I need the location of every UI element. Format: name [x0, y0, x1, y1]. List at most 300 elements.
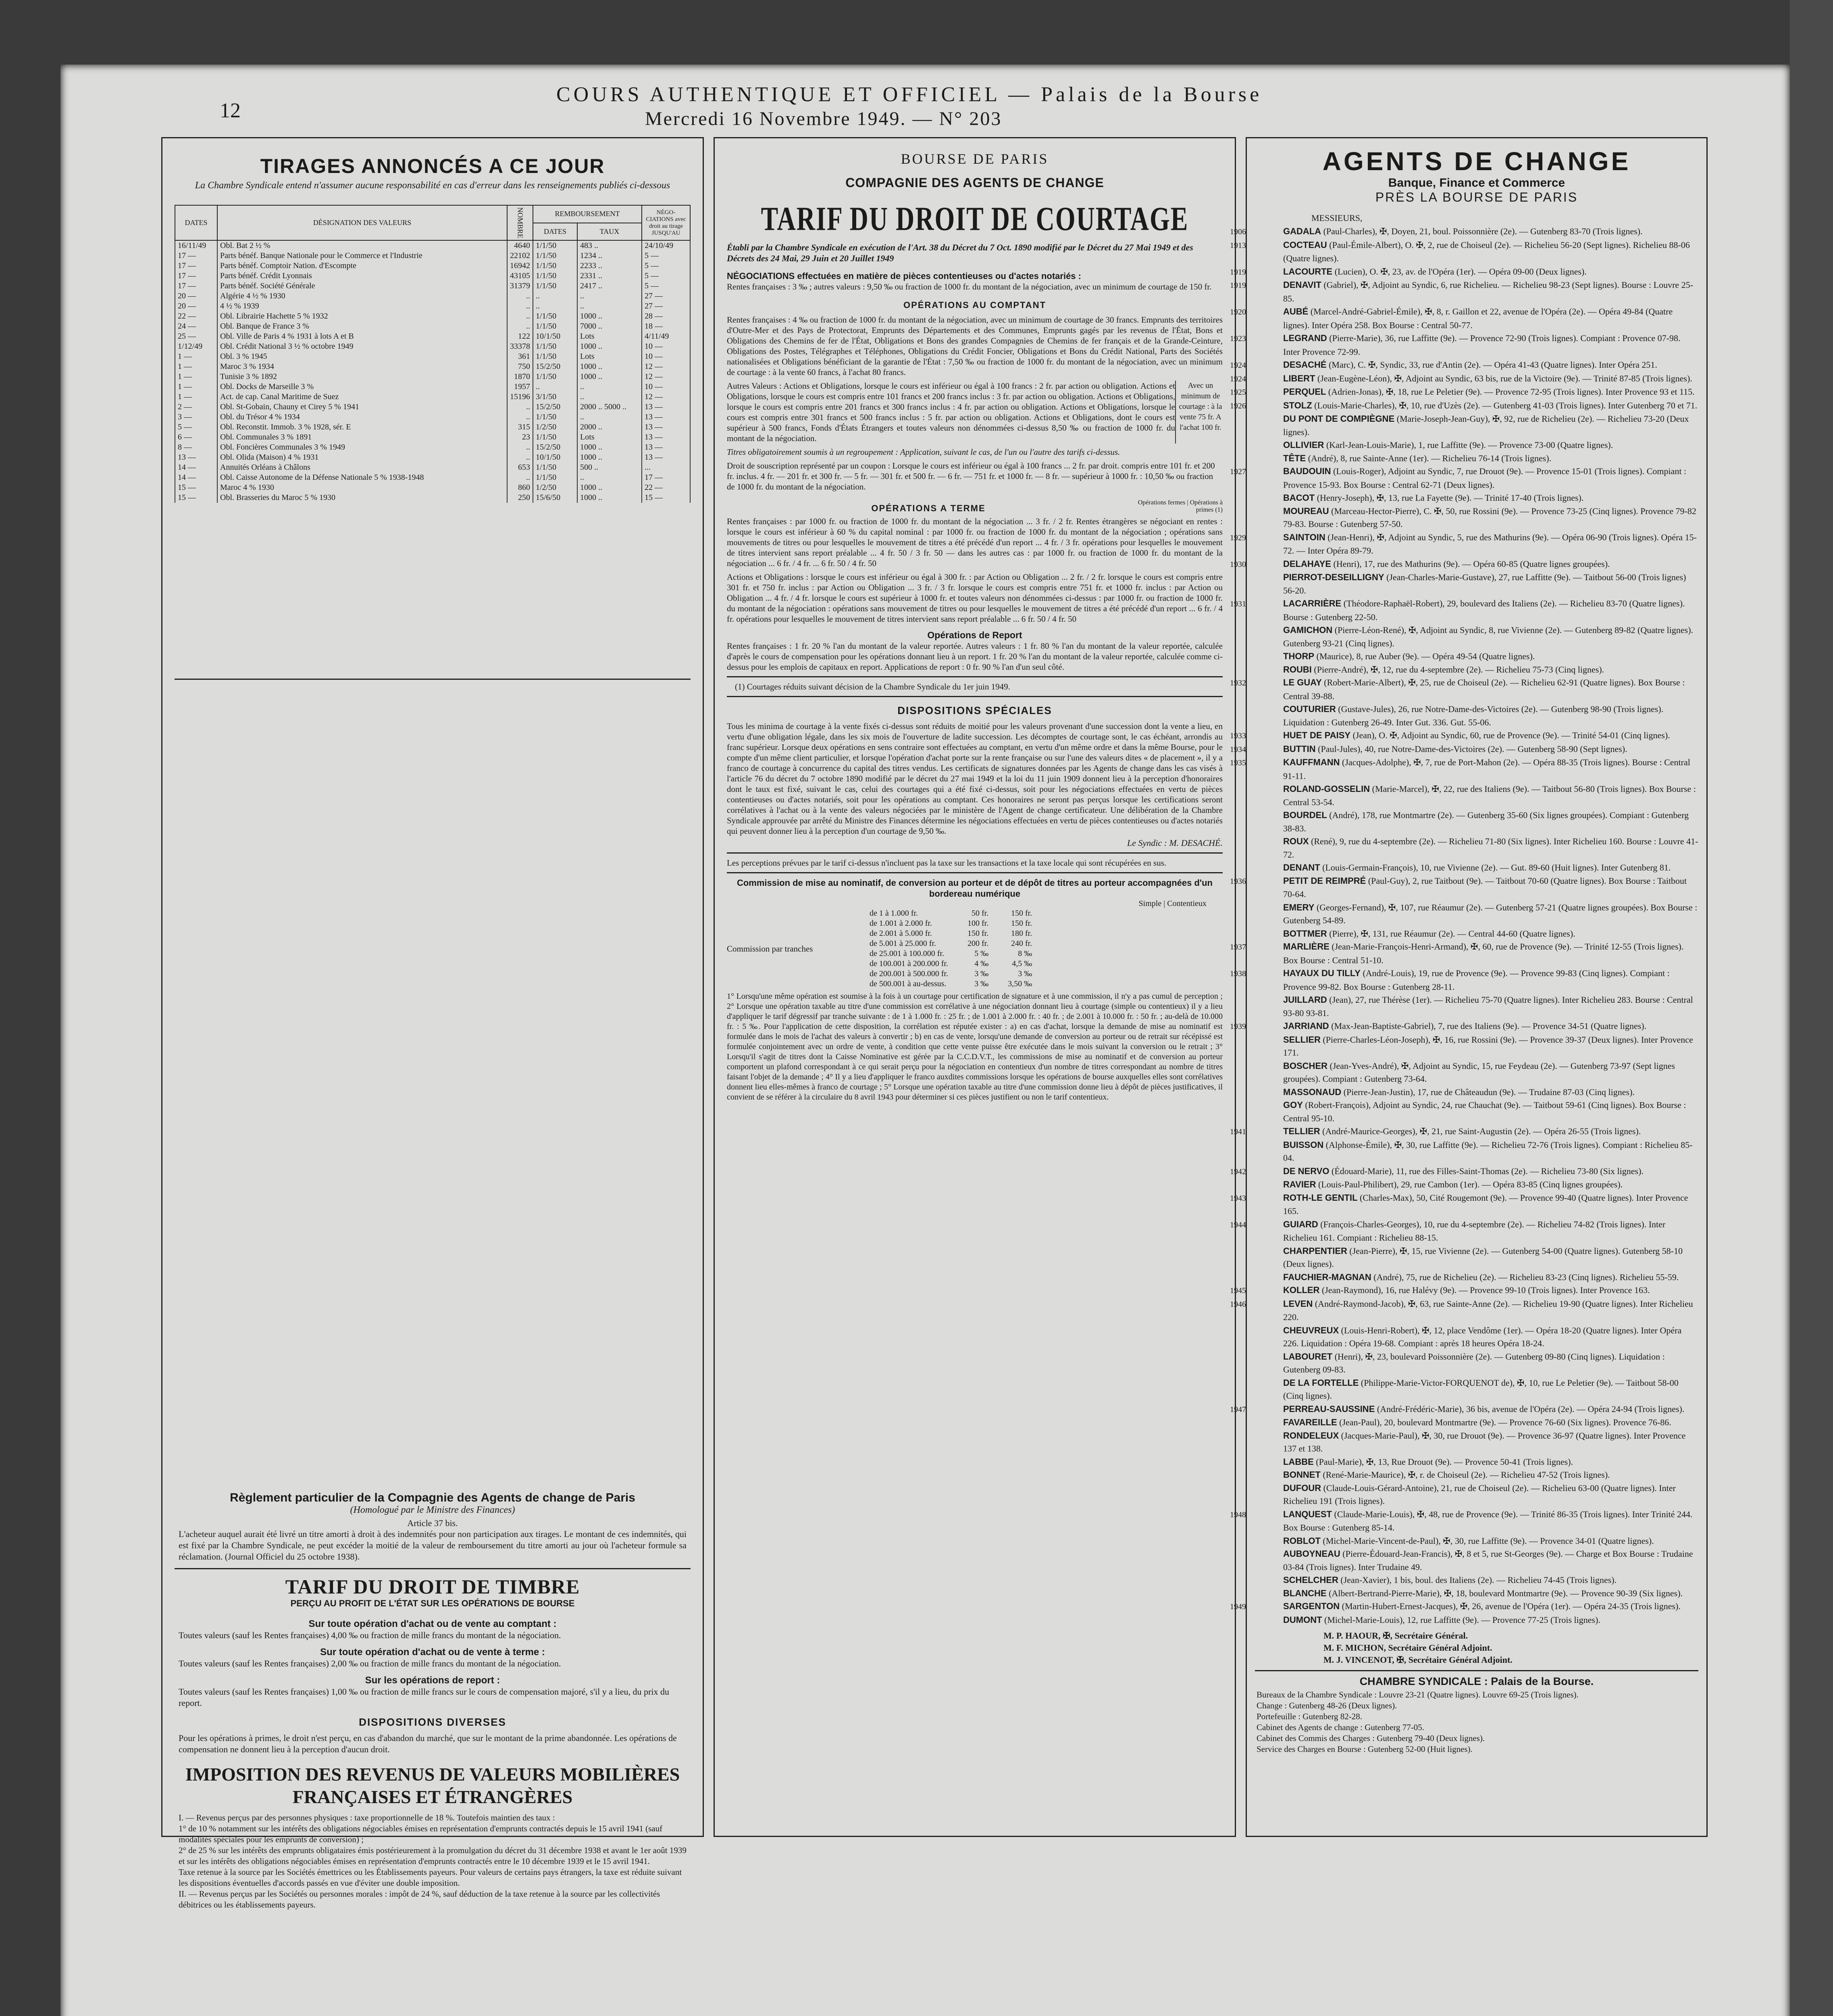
- agent-details: (Karl-Jean-Louis-Marie), 1, rue Laffitte (9e). — Provence 73-00 (Quatre lignes).: [1326, 440, 1613, 450]
- agent-year: 1924: [1230, 374, 1246, 383]
- agent-year: 1937: [1230, 943, 1246, 952]
- row-nombre: ..: [507, 402, 533, 412]
- agent-name: SELLIER: [1283, 1034, 1321, 1045]
- row-remb-date: 10/1/50: [533, 331, 577, 342]
- agent-name: LACOURTE: [1283, 266, 1333, 277]
- row-date: 1/12/49: [175, 342, 217, 352]
- row-taux: 1000 ..: [577, 362, 642, 372]
- table-row: [175, 240, 690, 251]
- report-text: Rentes françaises : 1 fr. 20 % l'an du montant de la valeur reportée. Autres valeurs : 1 fr. 80 % l'an du montant de la valeur reportée, calculée d'après le cours de compensation pour les opérations donnant lieu à un report. 1 fr. 20 % l'an du montant de la valeur reportée, calculée comme ci-dessus pour les emplois de capitaux en report. Applications de report : 0 fr. 90 % l'an d'un seul côté.: [727, 641, 1223, 672]
- row-taux: 1000 ..: [577, 493, 642, 503]
- row-nego: 12 —: [642, 392, 690, 402]
- agent-entry: [1257, 1139, 1698, 1165]
- agent-name: BACOT: [1283, 493, 1315, 503]
- timbre-terme-text: Toutes valeurs (sauf les Rentes françaises) 2,00 ‰ ou fraction de mille francs du montant de la négociation.: [179, 1658, 561, 1668]
- agent-entry: [1257, 412, 1698, 439]
- agent-entry: [1257, 452, 1698, 465]
- agent-details: (Édouard-Marie), 11, rue des Filles-Saint-Thomas (2e). — Richelieu 73-80 (Six lignes).: [1332, 1166, 1644, 1176]
- chambre-line: Service des Charges en Bourse : Gutenberg 52-00 (Huit lignes).: [1257, 1744, 1473, 1754]
- timbre-comptant-text: Toutes valeurs (sauf les Rentes françaises) 4,00 ‰ ou fraction de mille francs du montant de la négociation.: [179, 1630, 561, 1640]
- agent-entry: [1257, 1468, 1698, 1482]
- agent-entry: [1230, 940, 1698, 967]
- agent-entry: [1230, 743, 1698, 756]
- agent-details: (Michel-Marie-Louis), 12, rue Laffitte (9e). — Provence 77-25 (Trois lignes).: [1324, 1614, 1600, 1625]
- agent-year: 1949: [1230, 1602, 1246, 1611]
- agent-name: TÊTE: [1283, 453, 1306, 463]
- agent-details: (Pierre-Édouard-Jean-Francis), ✠, 8 et 5, rue St-Georges (9e). — Charge et Box Bourse : Trudaine 03-84 (Trois lignes). Inter Trudaine 49.: [1283, 1549, 1693, 1572]
- agent-name: CHEUVREUX: [1283, 1325, 1339, 1335]
- row-taux: ..: [577, 473, 642, 483]
- tarif-courtage-subtitle: Établi par la Chambre Syndicale en exécution de l'Art. 38 du Décret du 7 Oct. 1890 modifié par le Décret du 27 Mai 1949 et des Décrets des 24 Mai, 29 Juin et 20 Juillet 1949: [727, 242, 1193, 263]
- commission-range: de 1 à 1.000 fr.: [870, 909, 918, 918]
- agent-name: HUET DE PAISY: [1283, 730, 1351, 740]
- tirages-subtitle: La Chambre Syndicale entend n'assumer aucune responsabilité en cas d'erreur dans les renseignements publiés ci-dessous: [195, 180, 670, 191]
- dispositions-diverses-text: Pour les opérations à primes, le droit n'est perçu, en cas d'abandon du marché, que sur le montant de la prime abandonnée. Les opérations de compensation ne donnent lieu à la perception d'aucun droit.: [179, 1733, 677, 1754]
- commission-simple: 200 fr.: [967, 939, 989, 948]
- agent-entry: [1257, 1535, 1698, 1548]
- chambre-line: Portefeuille : Gutenberg 82-28.: [1257, 1712, 1363, 1721]
- row-nego: 13 —: [642, 432, 690, 442]
- row-nego: 15 —: [642, 493, 690, 503]
- negociations-text: Rentes françaises : 3 ‰ ; autres valeurs : 9,50 ‰ ou fraction de 1000 fr. du montant de la négociation, avec un minimum de courtage de 150 fr.: [727, 282, 1212, 292]
- agent-entry: [1257, 927, 1698, 941]
- agent-name: LACARRIÈRE: [1283, 598, 1342, 608]
- agent-details: (Georges-Fernand), ✠, 107, rue Réaumur (2e). — Gutenberg 57-21 (Quatre lignes groupées). Box Bourse : Gutenberg 54-89.: [1283, 902, 1698, 925]
- row-designation: Parts bénéf. Société Générale: [217, 281, 507, 291]
- agent-year: 1938: [1230, 969, 1246, 978]
- row-designation: Annuités Orléans à Châlons: [217, 462, 507, 473]
- agent-details: (Louis-Marie-Charles), ✠, 10, rue d'Uzès (2e). — Gutenberg 41-03 (Trois lignes). Inter Gutenberg 70 et 71.: [1314, 400, 1698, 410]
- agent-year: 1948: [1230, 1510, 1246, 1519]
- row-designation: Obl. Bat 2 ½ %: [217, 240, 507, 251]
- row-nego: 5 —: [642, 261, 690, 271]
- header-nombre: NOMBRE: [507, 205, 533, 240]
- table-row: [175, 432, 690, 442]
- agent-year: 1946: [1230, 1300, 1246, 1309]
- commission-row: [860, 918, 1042, 929]
- row-remb-date: ..: [533, 382, 577, 392]
- timbre-terme-heading: Sur toute opération d'achat ou de vente à terme :: [320, 1647, 545, 1658]
- agent-name: BOURDEL: [1283, 810, 1327, 820]
- imposition-text-1: I. — Revenus perçus par des personnes physiques : taxe proportionnelle de 18 %. Toutefois maintien des taux :: [179, 1813, 555, 1822]
- timbre-subtitle: PERÇU AU PROFIT DE L'ÉTAT SUR LES OPÉRATIONS DE BOURSE: [290, 1598, 575, 1608]
- agent-entry: [1230, 1165, 1698, 1179]
- agent-name: GAMICHON: [1283, 625, 1333, 635]
- agent-year: 1935: [1230, 758, 1246, 767]
- row-remb-date: 15/2/50: [533, 442, 577, 452]
- agent-details: (Jean-Paul), 20, boulevard Montmartre (9e). — Provence 76-60 (Six lignes). Provence 76-86.: [1339, 1417, 1671, 1427]
- agent-entry: [1257, 650, 1698, 663]
- agent-name: LEGRAND: [1283, 333, 1327, 343]
- row-taux: ..: [577, 412, 642, 422]
- row-designation: Obl. Foncières Communales 3 % 1949: [217, 442, 507, 452]
- row-designation: Obl. Communales 3 % 1891: [217, 432, 507, 442]
- agent-name: OLLIVIER: [1283, 440, 1324, 450]
- commission-title: Commission de mise au nominatif, de conversion au porteur et de dépôt de titres au porteur accompagnées d'un bordereau numérique: [737, 878, 1213, 899]
- perceptions-text: Les perceptions prévues par le tarif ci-dessus n'incluent pas la taxe sur les transactions et la taxe locale qui sont récupérées en sus.: [727, 858, 1167, 868]
- commission-simple: 4 ‰: [974, 959, 989, 968]
- commission-range: de 5.001 à 25.000 fr.: [870, 939, 936, 948]
- comptant-text: Rentes françaises : 4 ‰ ou fraction de 1000 fr. du montant de la négociation, avec un minimum de courtage de 30 francs. Emprunts des territoires d'Outre-Mer et des Pays de Protectorat, Emprunts des Départements et des Communes, Emprunts gagés par les revenus de l'État, Bons et Obligations des Chemins de fer de l'État, Obligations et Bons des grandes Compagnies de Chemins de fer français et de la Grande-Ceinture, Obligations des Postes, Télégraphes et Téléphones, Obligations du Crédit Foncier, Obligations et Bons du Crédit National, Parts des Sociétés nationalisées et Obligations bénéficiant de la garantie de l'État : 7,50 ‰ ou fraction de 1000 fr. du montant de la négociation, avec un minimum de courtage : à la vente 60 francs, à l'achat 80 francs.: [727, 315, 1223, 377]
- header-remboursement: REMBOURSEMENT: [533, 205, 642, 223]
- agent-name: PERREAU-SAUSSINE: [1283, 1404, 1375, 1414]
- agent-details: (Maurice), 8, rue Auber (9e). — Opéra 49-54 (Quatre lignes).: [1316, 651, 1535, 661]
- agent-year: 1906: [1230, 227, 1246, 236]
- table-row: [175, 452, 690, 462]
- row-date: 17 —: [175, 281, 217, 291]
- agent-name: BOSCHER: [1283, 1060, 1328, 1071]
- row-remb-date: 15/2/50: [533, 402, 577, 412]
- row-date: 17 —: [175, 261, 217, 271]
- row-nombre: ..: [507, 442, 533, 452]
- agent-details: (Paul-Marie), ✠, 13, Rue Drouot (9e). — Provence 50-41 (Trois lignes).: [1316, 1456, 1573, 1467]
- imposition-text-3: 2° de 25 % sur les intérêts des emprunts obligataires émis postérieurement à la promulgation du décret du 31 décembre 1938 et avant le 1er août 1939 et sur les intérêts des obligations négociables émises en représentation d'emprunts contractés entre le 10 décembre 1939 et le 15 avril 1941.: [179, 1845, 687, 1866]
- timbre-report-text: Toutes valeurs (sauf les Rentes françaises) 1,00 ‰ ou fraction de mille francs sur le cours de compensation majoré, s'il y a lieu, du prix du report.: [179, 1687, 669, 1708]
- row-nombre: ..: [507, 412, 533, 422]
- row-nego: 10 —: [642, 352, 690, 362]
- agent-name: KAUFFMANN: [1283, 757, 1340, 767]
- agent-name: BOTTMER: [1283, 928, 1327, 939]
- row-designation: Parts bénéf. Comptoir Nation. d'Escompte: [217, 261, 507, 271]
- reglement-title: Règlement particulier de la Compagnie des Agents de change de Paris: [230, 1491, 635, 1504]
- commission-table: [860, 908, 1042, 989]
- agent-details: (Jean-Henri), ✠, Adjoint au Syndic, 5, rue des Mathurins (9e). — Opéra 06-90 (Trois lignes). Opéra 15-72. — Inter Opéra 89-79.: [1283, 532, 1697, 556]
- agent-details: (Jean-Marie-François-Henri-Armand), ✠, 60, rue de Provence (9e). — Trinité 12-55 (Trois lignes). Box Bourse : Central 51-10.: [1283, 941, 1684, 965]
- row-nego: 22 —: [642, 483, 690, 493]
- row-remb-date: 1/2/50: [533, 483, 577, 493]
- row-date: 2 —: [175, 402, 217, 412]
- row-nombre: 23: [507, 432, 533, 442]
- agent-year: 1936: [1230, 877, 1246, 886]
- actions-obligations-text: Actions et Obligations : lorsque le cours est inférieur ou égal à 300 fr. : par Action ou Obligation ... 2 fr. / 2 fr. lorsque le cours est compris entre 301 fr. et 750 fr. inclus : par Action ou Obligation ... 3 fr. / 3 fr. lorsque le cours est compris entre 751 fr. et 1000 fr. inclus : par Action ou Obligation ... 4 fr. / 4 fr. lorsque le cours est supérieur à 1000 fr. et toutes valeurs non dénommées ci-dessus : par 1000 fr. ou fraction de 1000 fr. du montant de la négociation : opérations sans mouvement de titres ou pour lesquelles le mouvement de titres a été précédé d'un report ... 6 fr. / 4 fr. opérations pour lesquelles le mouvement de titres intervient sans report préalable ... 6 fr. 50 / 4 fr. 50: [727, 572, 1223, 624]
- agent-details: (André), 178, rue Montmartre (2e). — Gutenberg 35-60 (Six lignes groupées). Compiant : Gutenberg 38-83.: [1283, 810, 1689, 833]
- row-remb-date: 1/1/50: [533, 342, 577, 352]
- commission-contentieux: 8 ‰: [1018, 949, 1032, 958]
- row-nombre: 15196: [507, 392, 533, 402]
- agent-year: 1943: [1230, 1193, 1246, 1203]
- agent-year: 1920: [1230, 308, 1246, 317]
- commission-row: [860, 969, 1042, 979]
- commission-simple: 150 fr.: [967, 929, 989, 938]
- reglement-text: L'acheteur auquel aurait été livré un titre amorti à droit à des indemnités pour non participation aux tirages. Le montant de ces indemnités, qui est fixé par la Chambre Syndicale, ne peut excéder la moitié de la valeur de remboursement du titre amorti au jour où l'acheteur formule sa réclamation. (Journal Officiel du 25 octobre 1938).: [179, 1529, 687, 1562]
- dispositions-diverses-title: DISPOSITIONS DIVERSES: [359, 1716, 506, 1728]
- agent-details: (Paul-Jules), 40, rue Notre-Dame-des-Victoires (2e). — Gutenberg 58-90 (Sept lignes).: [1318, 744, 1627, 754]
- row-taux: ..: [577, 301, 642, 311]
- agent-details: (Louis-Paul-Philibert), 29, rue Cambon (1er). — Opéra 83-85 (Cinq lignes groupées).: [1318, 1179, 1623, 1189]
- table-row: [175, 251, 690, 261]
- agent-entry: [1230, 597, 1698, 624]
- row-nombre: 1870: [507, 372, 533, 382]
- agent-details: (Max-Jean-Baptiste-Gabriel), 7, rue des Italiens (9e). — Provence 34-51 (Quatre lignes).: [1331, 1021, 1647, 1031]
- agent-entry: [1257, 663, 1698, 677]
- row-date: 24 —: [175, 321, 217, 331]
- agent-details: (François-Charles-Georges), 10, rue du 4-septembre (2e). — Richelieu 74-82 (Trois lignes). Inter Richelieu 161. Compiant : Richelieu 88-15.: [1283, 1219, 1666, 1243]
- agent-name: THORP: [1283, 651, 1314, 661]
- chambre-line: Bureaux de la Chambre Syndicale : Louvre 23-21 (Quatre lignes). Louvre 69-25 (Trois lignes).: [1257, 1690, 1579, 1699]
- agent-entry: [1257, 505, 1698, 531]
- agent-details: (Robert-François), Adjoint au Syndic, 24, rue Chauchat (9e). — Taitbout 59-61 (Cinq lignes). Box Bourse : Central 95-10.: [1283, 1100, 1686, 1123]
- commission-contentieux: 150 fr.: [1011, 919, 1032, 928]
- table-row: [175, 321, 690, 331]
- souscription-text: Droit de souscription représenté par un coupon : Lorsque le cours est inférieur ou égal à 100 francs ... 2 fr. par droit. compris entre 101 fr. et 200 fr. inclus. 4 fr. — 201 fr. et 300 fr. — 5 fr. — 301 fr. et 500 fr. — 6 fr. — 751 fr. et 1000 fr. — 8 fr. — supérieur à 1000 fr. : 10,50 ‰ ou fraction de 1000 fr. du montant de la négociation.: [727, 461, 1215, 492]
- agent-entry: [1230, 225, 1698, 239]
- row-taux: Lots: [577, 352, 642, 362]
- titres-regroupement-text: Titres obligatoirement soumis à un regroupement : Application, suivant le cas, de l'un ou l'autre des tarifs ci-dessus.: [727, 447, 1120, 457]
- row-date: 15 —: [175, 483, 217, 493]
- agent-entry: [1257, 1245, 1698, 1271]
- row-date: 3 —: [175, 412, 217, 422]
- timbre-comptant-heading: Sur toute opération d'achat ou de vente au comptant :: [308, 1618, 557, 1629]
- agent-details: (Louis-Germain-François), 10, rue Vivienne (2e). — Gut. 89-60 (Huit lignes). Inter Gutenberg 81.: [1322, 862, 1671, 873]
- secretary-line: M. F. MICHON, Secrétaire Général Adjoint.: [1323, 1643, 1492, 1653]
- agent-entry: [1257, 1482, 1698, 1508]
- agent-details: (André-Louis), 19, rue de Provence (9e). — Provence 99-83 (Cinq lignes). Compiant : Provence 99-82. Box Bourse : Gutenberg 28-11.: [1283, 968, 1670, 992]
- agent-name: BUISSON: [1283, 1139, 1324, 1150]
- commission-row: [860, 949, 1042, 959]
- agent-details: (Marcel-André-Gabriel-Émile), ✠, 8, r. Gaillon et 22, avenue de l'Opéra (2e). — Opéra 49-84 (Quatre lignes). Inter Opéra 258. Box Bourse : Central 50-77.: [1283, 306, 1673, 330]
- column-agents: [1230, 137, 1708, 1837]
- row-designation: Obl. Docks de Marseille 3 %: [217, 382, 507, 392]
- commission-contentieux: 4,5 ‰: [1012, 959, 1032, 968]
- commission-row: [860, 959, 1042, 969]
- row-date: 1 —: [175, 372, 217, 382]
- row-remb-date: 1/1/50: [533, 432, 577, 442]
- agent-entry: [1230, 1125, 1698, 1139]
- agent-details: (Louis-Henri-Robert), ✠, 12, place Vendôme (1er). — Opéra 18-20 (Quatre lignes). Inter Opéra 226. Liquidation : Opéra 19-68. Compiant : après 18 heures Opéra 18-24.: [1283, 1325, 1682, 1348]
- tirages-table: [175, 205, 691, 503]
- timbre-report-heading: Sur les opérations de report :: [365, 1675, 500, 1686]
- agents-list: [1230, 223, 1706, 1627]
- commission-label: Commission par tranches: [727, 943, 813, 954]
- row-nego: 4/11/49: [642, 331, 690, 342]
- row-designation: Obl. St-Gobain, Chauny et Cirey 5 % 1941: [217, 402, 507, 412]
- row-date: 20 —: [175, 291, 217, 301]
- row-nego: 17 —: [642, 473, 690, 483]
- row-remb-date: 1/1/50: [533, 473, 577, 483]
- agent-name: LE GUAY: [1283, 677, 1322, 687]
- agent-name: MASSONAUD: [1283, 1087, 1342, 1097]
- row-nombre: 4640: [507, 240, 533, 251]
- row-nego: 27 —: [642, 301, 690, 311]
- agent-entry: [1257, 492, 1698, 505]
- row-nego: 5 —: [642, 251, 690, 261]
- row-taux: ..: [577, 392, 642, 402]
- agent-name: DE LA FORTELLE: [1283, 1377, 1359, 1388]
- agent-year: 1930: [1230, 560, 1246, 569]
- row-nombre: 16942: [507, 261, 533, 271]
- imposition-title: IMPOSITION DES REVENUS DE VALEURS MOBILIÈRES FRANÇAISES ET ÉTRANGÈRES: [185, 1764, 680, 1807]
- agent-name: DENAVIT: [1283, 280, 1321, 290]
- agent-entry: [1230, 875, 1698, 901]
- agent-name: DUFOUR: [1283, 1483, 1321, 1493]
- agent-name: PETIT DE REIMPRÉ: [1283, 875, 1366, 886]
- row-date: 25 —: [175, 331, 217, 342]
- row-date: 17 —: [175, 251, 217, 261]
- agent-entry: [1257, 1033, 1698, 1060]
- row-nombre: ..: [507, 301, 533, 311]
- agent-entry: [1230, 399, 1698, 413]
- row-nombre: 860: [507, 483, 533, 493]
- table-row: [175, 301, 690, 311]
- imposition-text-5: II. — Revenus perçus par les Sociétés ou personnes morales : impôt de 24 %, sauf déduction de la taxe retenue à la source par les collectivités débitrices ou les établissements payeurs.: [179, 1889, 660, 1910]
- row-nombre: 1957: [507, 382, 533, 392]
- agent-name: LEVEN: [1283, 1298, 1313, 1309]
- row-nego: 5 —: [642, 271, 690, 281]
- row-date: 1 —: [175, 362, 217, 372]
- row-remb-date: 1/1/50: [533, 271, 577, 281]
- commission-text: 1° Lorsqu'une même opération est soumise à la fois à un courtage pour certification de signature et à une commission, il n'y a pas cumul de perception ; 2° Lorsque une opération taxable au titre d'une commission est corrélative à une négociation donnant lieu à courtage (simple ou contentieux) il y a lieu d'appliquer le tarif dégressif par tranche suivante : de 1 à 1.000 fr. : 25 fr. ; de 1.001 à 2.000 fr. : 40 fr. ; de 2.001 à 10.000 fr. : 50 fr. ; au-delà de 10.000 fr. : 5 ‰. Pour l'application de cette disposition, la corrélation est réputée exister : a) en cas d'achat, lorsque la demande de mise au nominatif est formulée dans le mois de l'achat des valeurs à convertir ; b) en cas de vente, lorsqu'une demande de conversion au porteur ou de retrait sur récépissé est formulée conjointement avec un ordre de vente, à condition que cette vente puisse être exécutée dans le mois suivant la conversion ou le retrait ; 3° Lorsqu'il s'agit de titres dont la Caisse Nominative est gérée par la C.C.D.V.T., les commissions de mise au nominatif et de conversion au porteur comportent un plafond correspondant à ce qui serait perçu pour la négociation en contentieux d'un nombre de titres correspondant au nombre de titres faisant l'objet de la demande ; 4° Il y a lieu d'appliquer le franco auxdites commissions lorsque les opérations de bourse auxquelles elles sont corrélatives donnent lieu elles-mêmes à franco de courtage ; 5° Lorsque une opération taxable au titre d'une commission donne lieu à dépôt de pièces justificatives, il convient de se référer à la circulaire du 8 avril 1943 pour déterminer si ces pièces justifient ou non le tarif contentieux.: [727, 992, 1223, 1102]
- row-nego: 13 —: [642, 402, 690, 412]
- agent-details: (Théodore-Raphaël-Robert), 29, boulevard des Italiens (2e). — Richelieu 83-70 (Quatre lignes). Bourse : Gutenberg 22-50.: [1283, 598, 1685, 622]
- dispositions-speciales-title: DISPOSITIONS SPÉCIALES: [897, 704, 1052, 716]
- row-nego: 12 —: [642, 362, 690, 372]
- agent-details: (Jean-Xavier), 1 bis, boul. des Italiens (2e). — Richelieu 74-45 (Trois lignes).: [1340, 1575, 1617, 1585]
- row-remb-date: 1/1/50: [533, 240, 577, 251]
- row-taux: 483 ..: [577, 240, 642, 251]
- agent-details: (René), 9, rue du 4-septembre (2e). — Richelieu 71-80 (Six lignes). Inter Richelieu 160. Bourse : Louvre 41-72.: [1283, 836, 1698, 860]
- table-row: [175, 291, 690, 301]
- agent-details: (Gustave-Jules), 26, rue Notre-Dame-des-Victoires (2e). — Gutenberg 98-90 (Trois lignes). Liquidation : Gutenberg 26-49. Inter Gut. 336. Gut. 55-06.: [1283, 704, 1664, 727]
- agent-name: ROUX: [1283, 836, 1309, 846]
- row-taux: 2417 ..: [577, 281, 642, 291]
- table-row: [175, 311, 690, 321]
- row-taux: 1000 ..: [577, 483, 642, 493]
- row-date: 22 —: [175, 311, 217, 321]
- row-taux: 2233 ..: [577, 261, 642, 271]
- column-courtage: [714, 137, 1236, 1837]
- secretaries: [1247, 1627, 1706, 1666]
- agent-name: EMERY: [1283, 902, 1315, 912]
- row-nego: 5 —: [642, 281, 690, 291]
- agent-name: BUTTIN: [1283, 744, 1316, 754]
- tirages-title: TIRAGES ANNONCÉS A CE JOUR: [260, 155, 605, 177]
- row-designation: Tunisie 3 % 1892: [217, 372, 507, 382]
- secretary-line: M. J. VINCENOT, ✠, Secrétaire Général Adjoint.: [1323, 1655, 1513, 1665]
- table-row: [175, 352, 690, 362]
- row-designation: Maroc 4 % 1930: [217, 483, 507, 493]
- header-negociations: NÉGO-CIATIONS avec droit au tirage JUSQU'AU: [642, 205, 690, 240]
- row-designation: Obl. Crédit National 3 ½ % octobre 1949: [217, 342, 507, 352]
- row-nombre: 653: [507, 462, 533, 473]
- row-taux: ..: [577, 291, 642, 301]
- table-row: [175, 281, 690, 291]
- agent-entry: [1257, 1099, 1698, 1125]
- messieurs-label: MESSIEURS,: [1311, 213, 1363, 223]
- agent-entry: [1257, 1456, 1698, 1469]
- table-row: [175, 342, 690, 352]
- agent-entry: [1257, 1416, 1698, 1429]
- row-date: 1 —: [175, 382, 217, 392]
- agent-details: (Jean-Raymond), 16, rue Halévy (9e). — Provence 99-10 (Trois lignes). Inter Provence 163.: [1321, 1285, 1650, 1295]
- agents-subtitle-1: Banque, Finance et Commerce: [1388, 176, 1565, 190]
- row-nombre: 22102: [507, 251, 533, 261]
- row-remb-date: 10/1/50: [533, 452, 577, 462]
- agent-entry: [1257, 571, 1698, 597]
- agent-details: (Alphonse-Émile), ✠, 30, rue Laffitte (9e). — Richelieu 72-76 (Trois lignes). Compiant : Richelieu 85-04.: [1283, 1139, 1693, 1163]
- agent-name: COCTEAU: [1283, 240, 1327, 250]
- row-nego: 13 —: [642, 452, 690, 462]
- commission-range: de 1.001 à 2.000 fr.: [870, 919, 932, 928]
- agent-name: DE NERVO: [1283, 1166, 1329, 1176]
- row-taux: Lots: [577, 432, 642, 442]
- agent-name: LABBE: [1283, 1456, 1314, 1467]
- agent-entry: [1257, 1350, 1698, 1377]
- commission-row: [860, 929, 1042, 939]
- commission-simple: 3 ‰: [974, 969, 989, 978]
- agent-name: PIERROT-DESEILLIGNY: [1283, 572, 1384, 582]
- row-nombre: ..: [507, 291, 533, 301]
- row-designation: Parts bénéf. Crédit Lyonnais: [217, 271, 507, 281]
- agent-details: (Pierre-Jean-Justin), 17, rue de Châteaudun (9e). — Trudaine 87-03 (Cinq lignes).: [1343, 1087, 1635, 1097]
- table-row: [175, 462, 690, 473]
- row-date: 16/11/49: [175, 240, 217, 251]
- agent-details: (Pierre-Léon-René), ✠, Adjoint au Syndic, 8, rue Vivienne (2e). — Gutenberg 89-82 (Quatre lignes). Gutenberg 93-21 (Cinq lignes).: [1283, 625, 1694, 648]
- row-taux: Lots: [577, 331, 642, 342]
- agent-year: 1925: [1230, 388, 1246, 397]
- agent-entry: [1257, 1377, 1698, 1403]
- table-row: [175, 473, 690, 483]
- agent-details: (Louis-Roger), Adjoint au Syndic, 7, rue Drouot (9e). — Provence 15-01 (Trois lignes). Compiant : Provence 15-93. Box Bourse : Central 62-71 (Deux lignes).: [1283, 466, 1687, 490]
- row-designation: Obl. Reconstit. Immob. 3 % 1928, sér. E: [217, 422, 507, 432]
- agent-name: GOY: [1283, 1100, 1303, 1110]
- agent-details: (Pierre-André), ✠, 12, rue du 4-septembre (2e). — Richelieu 75-73 (Cinq lignes).: [1314, 664, 1604, 675]
- row-remb-date: 1/1/50: [533, 311, 577, 321]
- commission-row: [860, 939, 1042, 949]
- agent-details: (Robert-Marie-Albert), ✠, 25, rue de Choiseul (2e). — Richelieu 62-91 (Quatre lignes). Box Bourse : Central 39-88.: [1283, 677, 1685, 701]
- agent-name: COUTURIER: [1283, 704, 1336, 714]
- agent-name: AUBOYNEAU: [1283, 1549, 1340, 1559]
- agent-name: ROBLOT: [1283, 1535, 1321, 1546]
- agent-entry: [1257, 783, 1698, 809]
- header-dates: DATES: [175, 205, 217, 240]
- agent-details: (Albert-Bertrand-Pierre-Marie), ✠, 18, boulevard Montmartre (9e). — Provence 90-39 (Six lignes).: [1329, 1588, 1683, 1598]
- commission-simple: 50 fr.: [971, 909, 989, 918]
- agent-year: 1931: [1230, 600, 1246, 608]
- agent-name: PERQUEL: [1283, 387, 1326, 397]
- agent-details: (André-Raymond-Jacob), ✠, 63, rue Sainte-Anne (2e). — Richelieu 19-90 (Quatre lignes). Inter Richelieu 220.: [1283, 1298, 1693, 1322]
- row-nego: 13 —: [642, 442, 690, 452]
- agent-year: 1932: [1230, 679, 1246, 687]
- agent-details: (André-Maurice-Georges), ✠, 21, rue Saint-Augustin (2e). — Opéra 26-55 (Trois lignes).: [1322, 1126, 1641, 1136]
- agent-entry: [1257, 1060, 1698, 1086]
- agent-entry: [1257, 993, 1698, 1020]
- row-date: 6 —: [175, 432, 217, 442]
- commission-columns: Simple | Contentieux: [1138, 899, 1207, 908]
- terme-title: OPÉRATIONS A TERME: [871, 503, 986, 513]
- commission-contentieux: 240 fr.: [1011, 939, 1032, 948]
- agent-name: ROUBI: [1283, 664, 1312, 675]
- row-date: 20 —: [175, 301, 217, 311]
- commission-simple: 5 ‰: [974, 949, 989, 958]
- agent-details: (Jean-Pierre), ✠, 15, rue Vivienne (2e). — Gutenberg 54-00 (Quatre lignes). Gutenberg 58-10 (Deux lignes).: [1283, 1245, 1683, 1269]
- agent-entry: [1230, 332, 1698, 358]
- row-designation: Obl. Ville de Paris 4 % 1931 à lots A et B: [217, 331, 507, 342]
- table-row: [175, 493, 690, 503]
- row-nego: 12 —: [642, 372, 690, 382]
- agent-year: 1947: [1230, 1405, 1246, 1414]
- reglement-article: Article 37 bis.: [407, 1518, 458, 1528]
- row-remb-date: 1/1/50: [533, 261, 577, 271]
- agent-details: (Adrien-Jonas), ✠, 18, rue Le Peletier (9e). — Provence 72-95 (Trois lignes). Inter Provence 93 et 115.: [1328, 387, 1695, 397]
- agent-entry: [1257, 861, 1698, 875]
- agent-details: (Claude-Marie-Louis), ✠, 48, rue de Provence (9e). — Trinité 86-35 (Trois lignes). Inter Trinité 244. Box Bourse : Gutenberg 85-14.: [1283, 1509, 1693, 1533]
- row-designation: Act. de cap. Canal Maritime de Suez: [217, 392, 507, 402]
- row-taux: 2000 ..: [577, 422, 642, 432]
- page-date: Mercredi 16 Novembre 1949. — N° 203: [645, 108, 1002, 129]
- agent-entry: [1230, 676, 1698, 703]
- agent-details: (Lucien), O. ✠, 23, av. de l'Opéra (1er). — Opéra 09-00 (Deux lignes).: [1334, 266, 1587, 277]
- agent-details: (Jacques-Adolphe), ✠, 7, rue de Port-Mahon (2e). — Opéra 88-35 (Trois lignes). Bourse : Central 91-11.: [1283, 757, 1690, 781]
